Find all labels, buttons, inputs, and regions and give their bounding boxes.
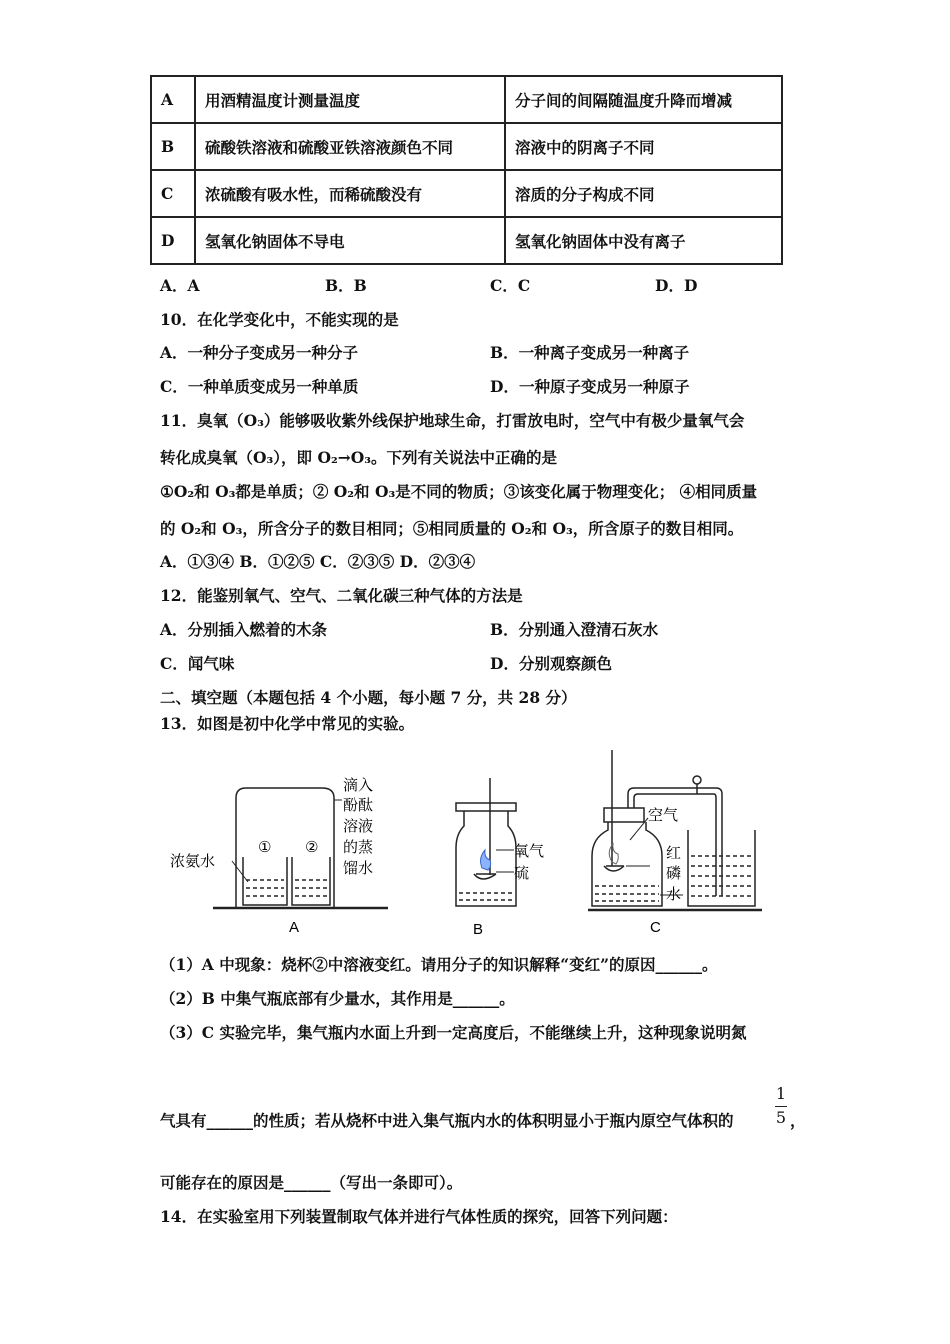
q9-option-d: D．D — [655, 276, 698, 295]
label-air: 空气 — [648, 807, 679, 824]
row-key: D — [151, 217, 195, 264]
q10-option-c: C．一种单质变成另一种单质 — [160, 377, 359, 396]
row-explanation: 溶质的分子构成不同 — [505, 170, 782, 217]
row-explanation: 氢氧化钠固体中没有离子 — [505, 217, 782, 264]
row-explanation: 溶液中的阴离子不同 — [505, 123, 782, 170]
row-explanation: 分子间的间隔随温度升降而增减 — [505, 76, 782, 123]
q11-options: A．①③④ B．①②⑤ C．②③⑤ D．②③④ — [160, 552, 476, 571]
apparatus-b — [456, 778, 516, 906]
q11-line-3: ①O₂和 O₃都是单质；② O₂和 O₃是不同的物质；③该变化属于物理变化； ④相同质量 — [160, 482, 758, 501]
comparison-table — [150, 75, 783, 265]
q9-option-b: B．B — [325, 276, 367, 295]
label-oxygen: 氧气 — [514, 843, 545, 860]
fraction-bar — [775, 1106, 787, 1107]
q13-part-3-comma: ， — [790, 1111, 806, 1130]
q9-option-a: A．A — [160, 276, 200, 295]
q12-option-d: D．分别观察颜色 — [490, 654, 612, 673]
q10-stem: 10．在化学变化中，不能实现的是 — [160, 310, 399, 329]
q12-option-c: C．闻气味 — [160, 654, 235, 673]
label-a-line-3: 溶液 — [343, 818, 374, 835]
q11-line-4: 的 O₂和 O₃，所含分子的数目相同；⑤相同质量的 O₂和 O₃，所含原子的数目相同。 — [160, 519, 744, 538]
q13-part-3-line-3: 可能存在的原因是______（写出一条即可）。 — [160, 1173, 463, 1192]
label-a-line-1: 滴入 — [343, 777, 374, 794]
q12-option-b: B．分别通入澄清石灰水 — [490, 620, 659, 639]
label-red: 红 — [666, 845, 682, 862]
label-phosphorus: 磷 — [666, 865, 682, 882]
experiment-figure — [160, 745, 800, 945]
row-key: A — [151, 76, 195, 123]
label-water: 水 — [666, 886, 682, 903]
q9-option-c: C．C — [490, 276, 531, 295]
table-row — [151, 170, 782, 217]
fraction-numerator: 1 — [775, 1084, 787, 1103]
label-beaker-1: ① — [258, 839, 272, 856]
label-sulfur: 硫 — [514, 865, 530, 882]
caption-b: B — [473, 921, 484, 938]
section-heading: 二、填空题（本题包括 4 个小题，每小题 7 分，共 28 分） — [160, 688, 577, 707]
label-a-line-4: 的蒸 — [343, 839, 374, 856]
fraction-denominator: 5 — [775, 1108, 787, 1127]
label-a-line-2: 酚酞 — [343, 797, 374, 814]
caption-c: C — [650, 919, 661, 936]
label-ammonia: 浓氨水 — [170, 853, 216, 870]
table-row — [151, 123, 782, 170]
label-a-line-5: 馏水 — [343, 860, 374, 877]
q13-part-2: （2）B 中集气瓶底部有少量水，其作用是______。 — [160, 989, 515, 1008]
q10-option-b: B．一种离子变成另一种离子 — [490, 343, 690, 362]
q11-line-2: 转化成臭氧（O₃），即 O₂→O₃。下列有关说法中正确的是 — [160, 448, 558, 467]
row-key: C — [151, 170, 195, 217]
q10-option-d: D．一种原子变成另一种原子 — [490, 377, 690, 396]
q13-part-3-line-2: 气具有______的性质；若从烧杯中进入集气瓶内水的体积明显小于瓶内原空气体积的 — [160, 1111, 734, 1130]
q13-stem: 13．如图是初中化学中常见的实验。 — [160, 714, 415, 733]
q10-option-a: A．一种分子变成另一种分子 — [160, 343, 359, 362]
row-fact: 硫酸铁溶液和硫酸亚铁溶液颜色不同 — [195, 123, 505, 170]
q13-part-1: （1）A 中现象：烧杯②中溶液变红。请用分子的知识解释“变红”的原因______。 — [160, 955, 718, 974]
row-fact: 浓硫酸有吸水性，而稀硫酸没有 — [195, 170, 505, 217]
q11-line-1: 11．臭氧（O₃）能够吸收紫外线保护地球生命，打雷放电时，空气中有极少量氧气会 — [160, 411, 745, 430]
table-row — [151, 76, 782, 123]
row-fact: 用酒精温度计测量温度 — [195, 76, 505, 123]
row-fact: 氢氧化钠固体不导电 — [195, 217, 505, 264]
label-beaker-2: ② — [305, 839, 319, 856]
q14-stem: 14．在实验室用下列装置制取气体并进行气体性质的探究，回答下列问题： — [160, 1207, 678, 1226]
q12-stem: 12．能鉴别氧气、空气、二氧化碳三种气体的方法是 — [160, 586, 523, 605]
q12-option-a: A．分别插入燃着的木条 — [160, 620, 328, 639]
table-row — [151, 217, 782, 264]
row-key: B — [151, 123, 195, 170]
q13-part-3-line-1: （3）C 实验完毕，集气瓶内水面上升到一定高度后，不能继续上升，这种现象说明氮 — [160, 1023, 747, 1042]
caption-a: A — [289, 919, 300, 936]
